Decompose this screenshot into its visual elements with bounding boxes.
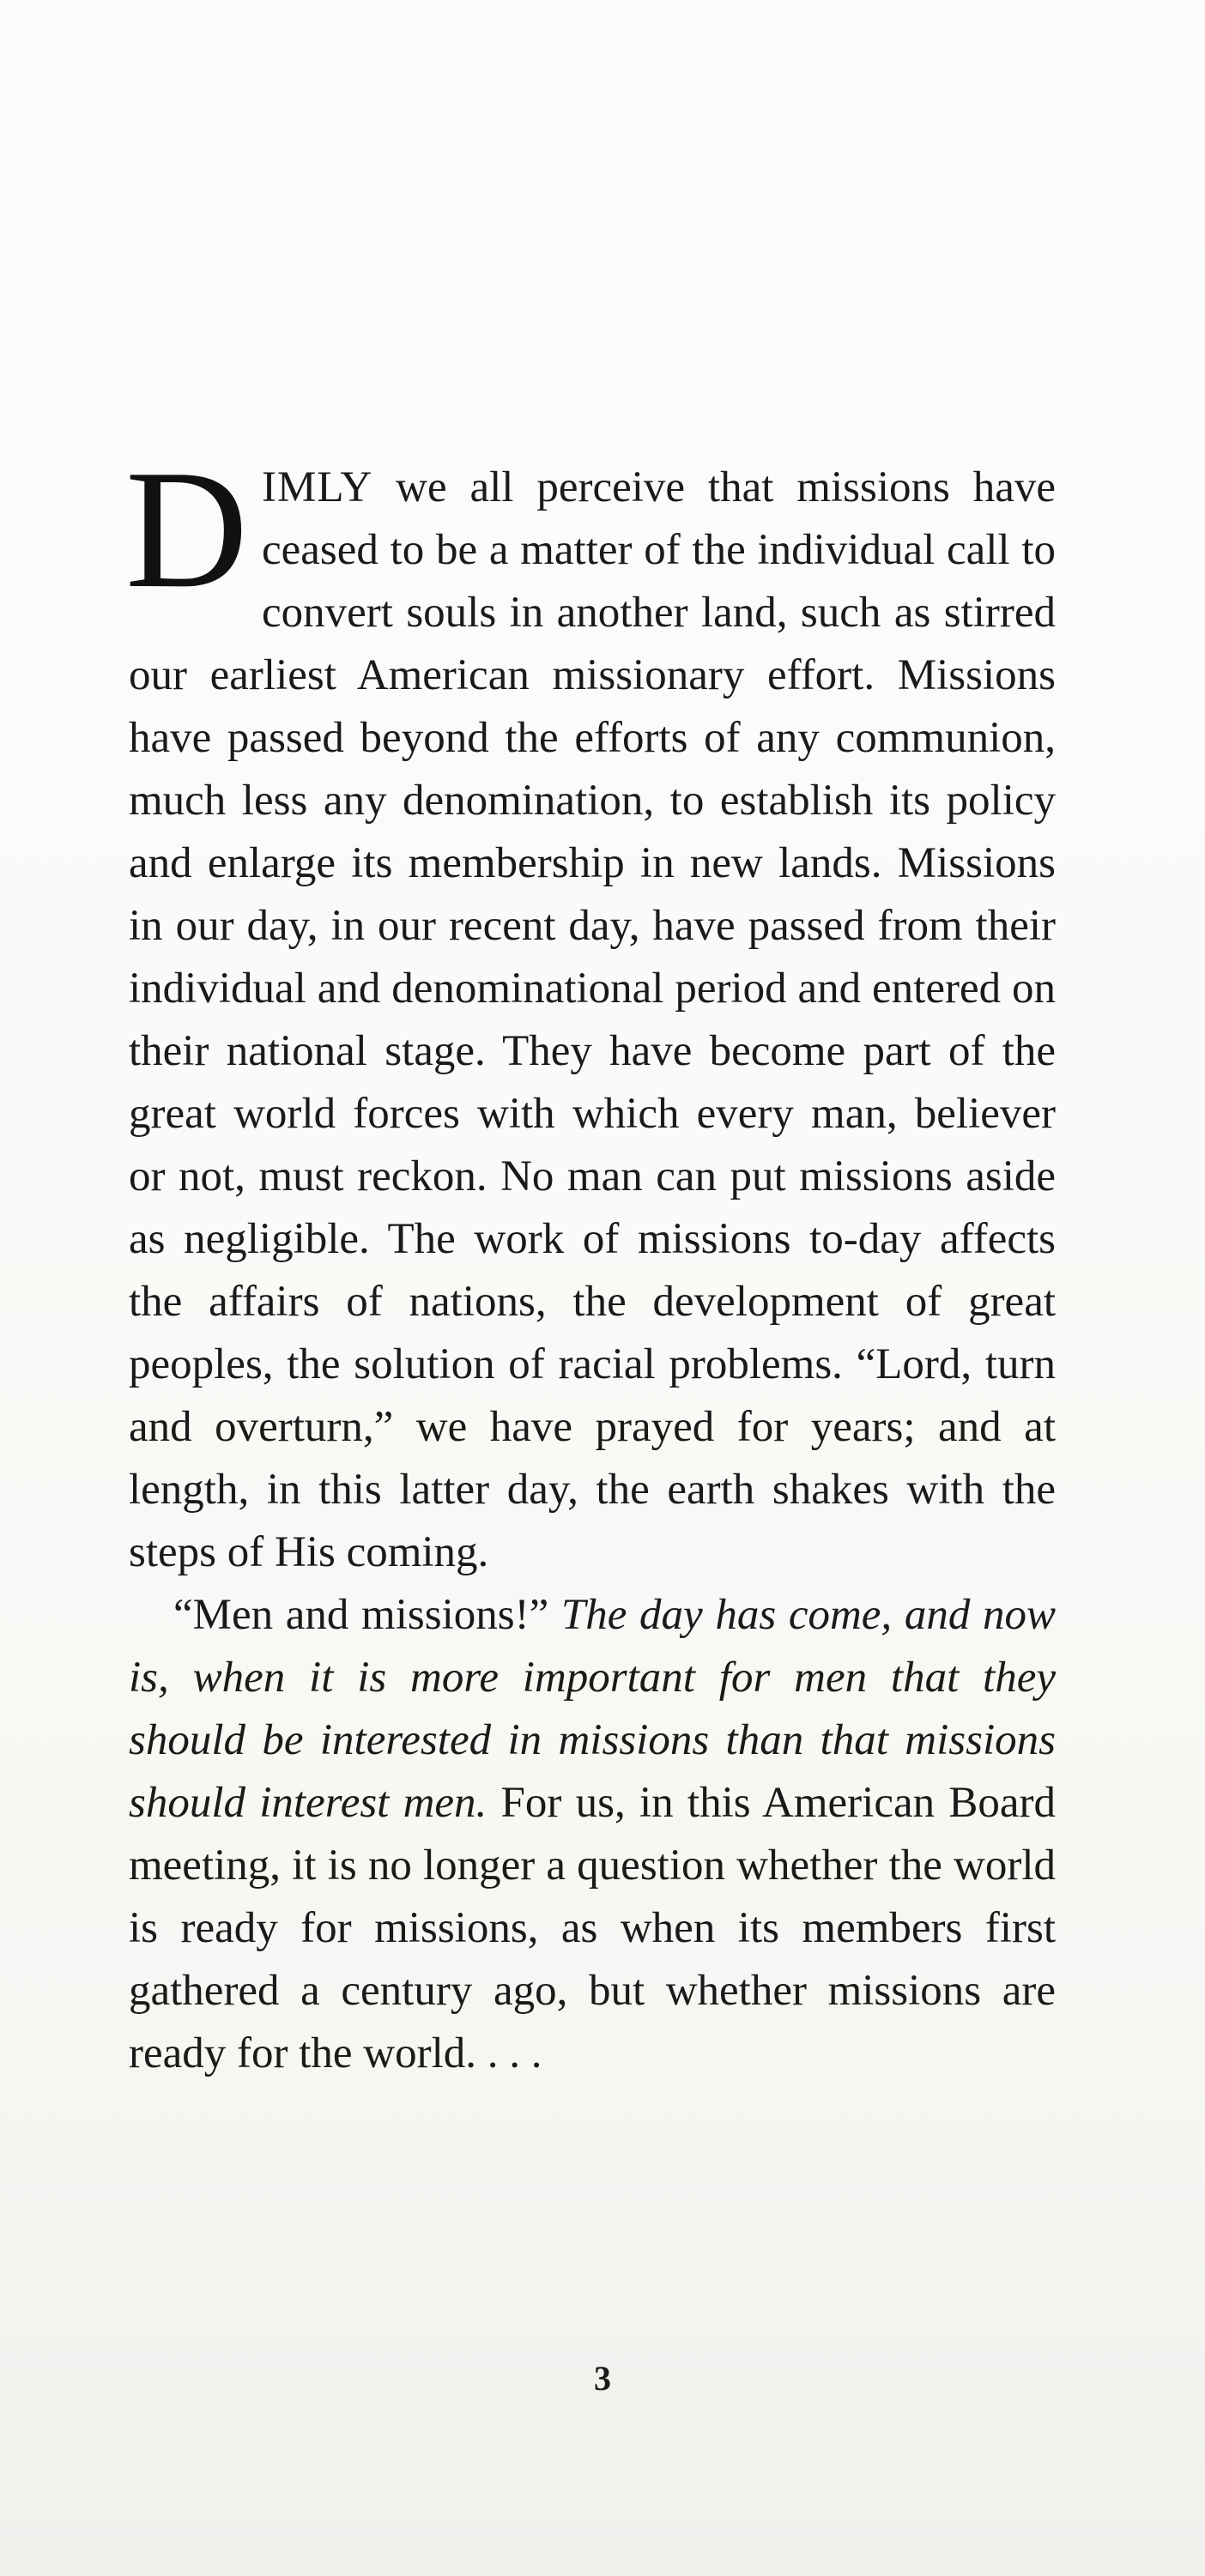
- paragraph-2-rest: For us, in this American Board meeting, it is no longer a question whether the world is ready for missions, as when its members first gathered a century ago, but whether missions are ready for the world. . . .: [129, 1779, 1056, 2077]
- body-text: [125, 435, 1056, 2085]
- paragraph-1-text: we all perceive that missions have ceased to be a matter of the individual call to convert souls in another land, such as stirred our earliest American missionary effort. Missions have passed beyond the efforts of any communion, much less any denomination, to establish its policy and enlarge its membership in new lands. Missions in our day, in our recent day, have passed from their individual and denominational period and entered on their national stage. They have become part of the great world forces with which every man, believer or not, must reckon. No man can put missions aside as negligible. The work of missions to-day affects the affairs of nations, the development of great peoples, the solution of racial problems. “Lord, turn and overturn,” we have prayed for years; and at length, in this latter day, the earth shakes with the steps of His coming.: [129, 463, 1056, 1576]
- paragraph-2-italic: The day has come, and now is, when it is more important for men that they should be interested in missions than that missions should interest men.: [129, 1591, 1056, 1827]
- opening-caps: IMLY: [262, 463, 373, 511]
- paragraph-2: [129, 1584, 1056, 2085]
- paragraph-1: [125, 435, 1056, 1584]
- paragraph-2-quote: “Men and missions!”: [173, 1591, 561, 1639]
- page-number: 3: [594, 2359, 611, 2398]
- drop-cap: D: [125, 435, 248, 623]
